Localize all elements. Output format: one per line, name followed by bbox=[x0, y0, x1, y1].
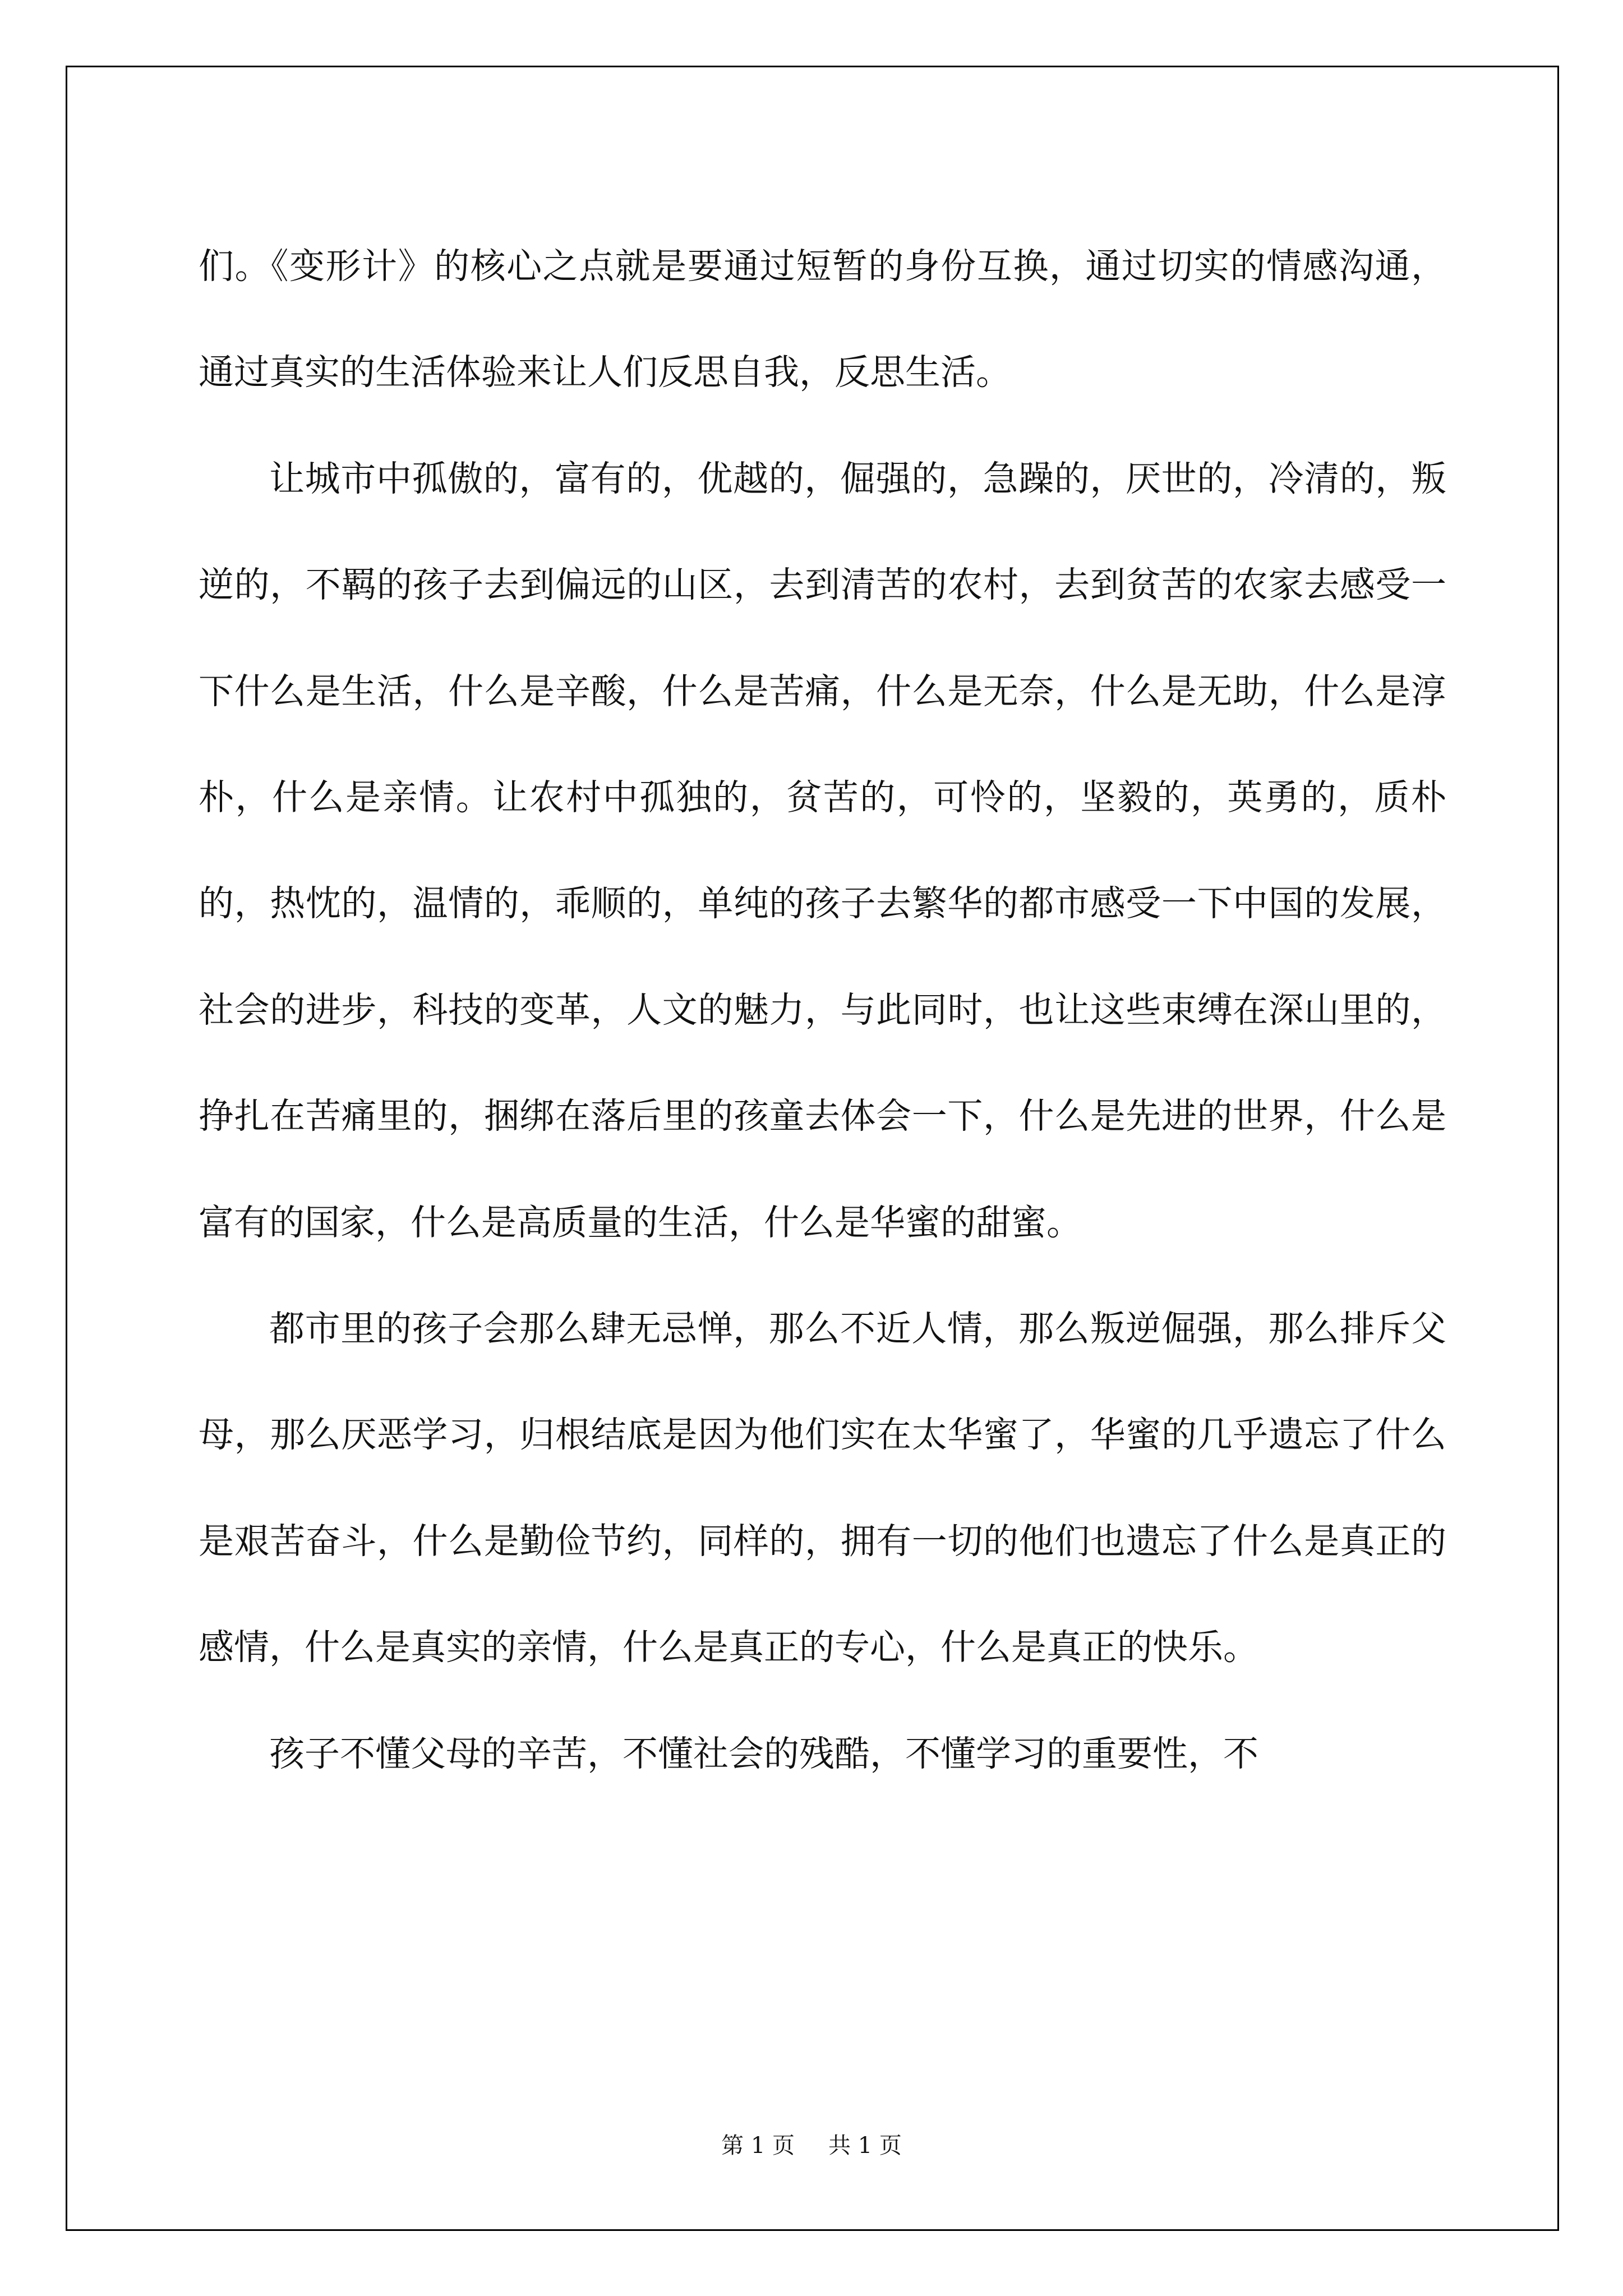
paragraph-2: 让城市中孤傲的，富有的，优越的，倔强的，急躁的，厌世的，冷清的，叛逆的，不羁的孩子去到偏远的山区，去到清苦的农村，去到贫苦的农家去感受一下什么是生活，什么是辛酸，什么是苦痛，什么是无奈，什么是无助，什么是淳朴，什么是亲情。让农村中孤独的，贫苦的，可怜的，坚毅的，英勇的，质朴的，热忱的，温情的，乖顺的，单纯的孩子去繁华的都市感受一下中国的发展，社会的进步，科技的变革，人文的魅力，与此同时，也让这些束缚在深山里的，挣扎在苦痛里的，捆绑在落后里的孩童去体会一下，什么是先进的世界，什么是富有的国家，什么是高质量的生活，什么是华蜜的甜蜜。 bbox=[199, 458, 1446, 1243]
page-number: 第 1 页 bbox=[721, 2133, 795, 2159]
page-footer bbox=[0, 2132, 1623, 2160]
paragraph-3: 都市里的孩子会那么肆无忌惮，那么不近人情，那么叛逆倔强，那么排斥父母，那么厌恶学习，归根结底是因为他们实在太华蜜了，华蜜的几乎遗忘了什么是艰苦奋斗，什么是勤俭节约，同样的，拥有一切的他们也遗忘了什么是真正的感情，什么是真实的亲情，什么是真正的专心，什么是真正的快乐。 bbox=[199, 1308, 1446, 1668]
page-total: 共 1 页 bbox=[828, 2133, 902, 2159]
paragraph-4: 孩子不懂父母的辛苦，不懂社会的残酷，不懂学习的重要性，不 bbox=[269, 1733, 1258, 1774]
document-body bbox=[199, 213, 1446, 1807]
paragraph-1: 们。《变形计》的核心之点就是要通过短暂的身份互换，通过切实的情感沟通，通过真实的生活体验来让人们反思自我，反思生活。 bbox=[199, 246, 1446, 393]
